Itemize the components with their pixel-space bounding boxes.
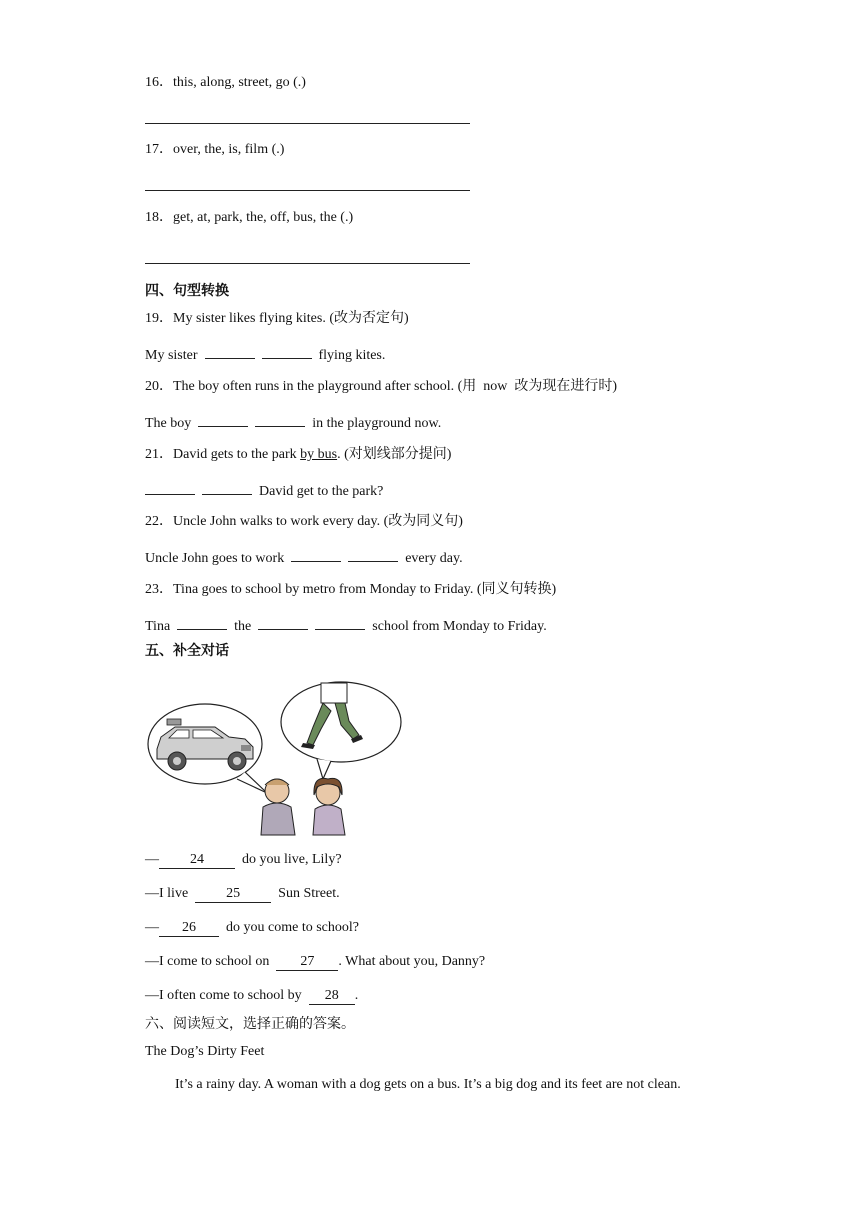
blank[interactable] — [291, 547, 341, 562]
blank-25[interactable]: 25 — [195, 886, 271, 903]
question-22-answer — [145, 547, 463, 568]
blank[interactable] — [177, 615, 227, 630]
section-6-title: 六、阅读短文，选择正确的答案。 — [145, 1016, 355, 1032]
question-17 — [145, 141, 284, 159]
dialog-line-28 — [145, 987, 358, 1005]
dialog-illustration — [145, 675, 410, 837]
section-5-title: 五、补全对话 — [145, 643, 229, 659]
question-20-prompt — [145, 378, 617, 396]
dialog-text: do you come to school? — [226, 920, 359, 935]
blank[interactable] — [348, 547, 398, 562]
question-23-answer — [145, 615, 547, 636]
blank[interactable] — [258, 615, 308, 630]
dialog-dash: — — [145, 852, 159, 867]
answer-text: in the playground now. — [312, 416, 442, 431]
blank[interactable] — [198, 412, 248, 427]
section-4-title: 四、句型转换 — [145, 283, 229, 299]
question-22-prompt: 22．Uncle John walks to work every day. (改为同义句) — [145, 514, 463, 529]
answer-line-17[interactable] — [145, 190, 470, 191]
dialog-text: do you live, Lily? — [242, 852, 342, 867]
dialog-text: . What about you, Danny? — [338, 954, 486, 969]
dialog-line-25 — [145, 885, 340, 903]
answer-text: school from Monday to Friday. — [372, 619, 547, 634]
dialog-text: Sun Street. — [278, 886, 340, 901]
dialog-line-24 — [145, 851, 342, 869]
question-words: this, along, street, go (.) — [173, 75, 306, 90]
answer-line-16[interactable] — [145, 123, 470, 124]
prompt-text: 20．The boy often runs in the playground after school. (用 — [145, 379, 477, 394]
dialog-dash: — — [145, 920, 159, 935]
dialog-line-26 — [145, 919, 359, 937]
answer-text: the — [234, 619, 252, 634]
blank-26[interactable]: 26 — [159, 920, 219, 937]
prompt-text: 21．David gets to the park — [145, 447, 301, 462]
question-23-prompt: 23．Tina goes to school by metro from Monday to Friday. (同义句转换) — [145, 582, 557, 597]
question-18 — [145, 209, 353, 227]
dialog-text: —I often come to school by — [145, 988, 302, 1003]
question-words: get, at, park, the, off, bus, the (.) — [173, 210, 354, 225]
question-21-prompt — [145, 446, 451, 464]
dialog-text: . — [354, 988, 359, 1003]
question-number: 16． — [145, 75, 173, 90]
blank-28[interactable]: 28 — [309, 988, 355, 1005]
blank[interactable] — [255, 412, 305, 427]
underlined-phrase: by bus — [300, 447, 338, 462]
question-words: over, the, is, film (.) — [173, 142, 285, 157]
answer-text: Uncle John goes to work — [145, 551, 285, 566]
answer-text: The boy — [145, 416, 192, 431]
dialog-text: —I come to school on — [145, 954, 270, 969]
blank[interactable] — [205, 344, 255, 359]
question-19-prompt: 19．My sister likes flying kites. (改为否定句) — [145, 311, 409, 326]
blank-27[interactable]: 27 — [276, 954, 338, 971]
story-paragraph: It’s a rainy day. A woman with a dog gets on a bus. It’s a big dog and its feet are not clean. — [175, 1077, 681, 1092]
prompt-text: . (对划线部分提问) — [337, 447, 452, 462]
dialog-text: —I live — [145, 886, 189, 901]
blank[interactable] — [145, 480, 195, 495]
children-icon — [261, 778, 345, 835]
answer-text: David get to the park? — [259, 484, 384, 499]
answer-text: every day. — [405, 551, 463, 566]
story-title: The Dog’s Dirty Feet — [145, 1044, 265, 1059]
question-21-answer — [145, 480, 383, 501]
answer-text: flying kites. — [318, 348, 386, 363]
question-number: 17． — [145, 142, 173, 157]
answer-line-18[interactable] — [145, 263, 470, 264]
question-16 — [145, 74, 306, 92]
prompt-text: 改为现在进行时) — [514, 379, 618, 394]
answer-text: My sister — [145, 348, 198, 363]
dialog-line-27 — [145, 953, 485, 971]
answer-text: Tina — [145, 619, 171, 634]
prompt-keyword: now — [483, 379, 508, 394]
blank[interactable] — [202, 480, 252, 495]
question-20-answer — [145, 412, 441, 433]
question-number: 18． — [145, 210, 173, 225]
blank[interactable] — [262, 344, 312, 359]
blank-24[interactable]: 24 — [159, 852, 235, 869]
question-19-answer — [145, 344, 385, 365]
blank[interactable] — [315, 615, 365, 630]
